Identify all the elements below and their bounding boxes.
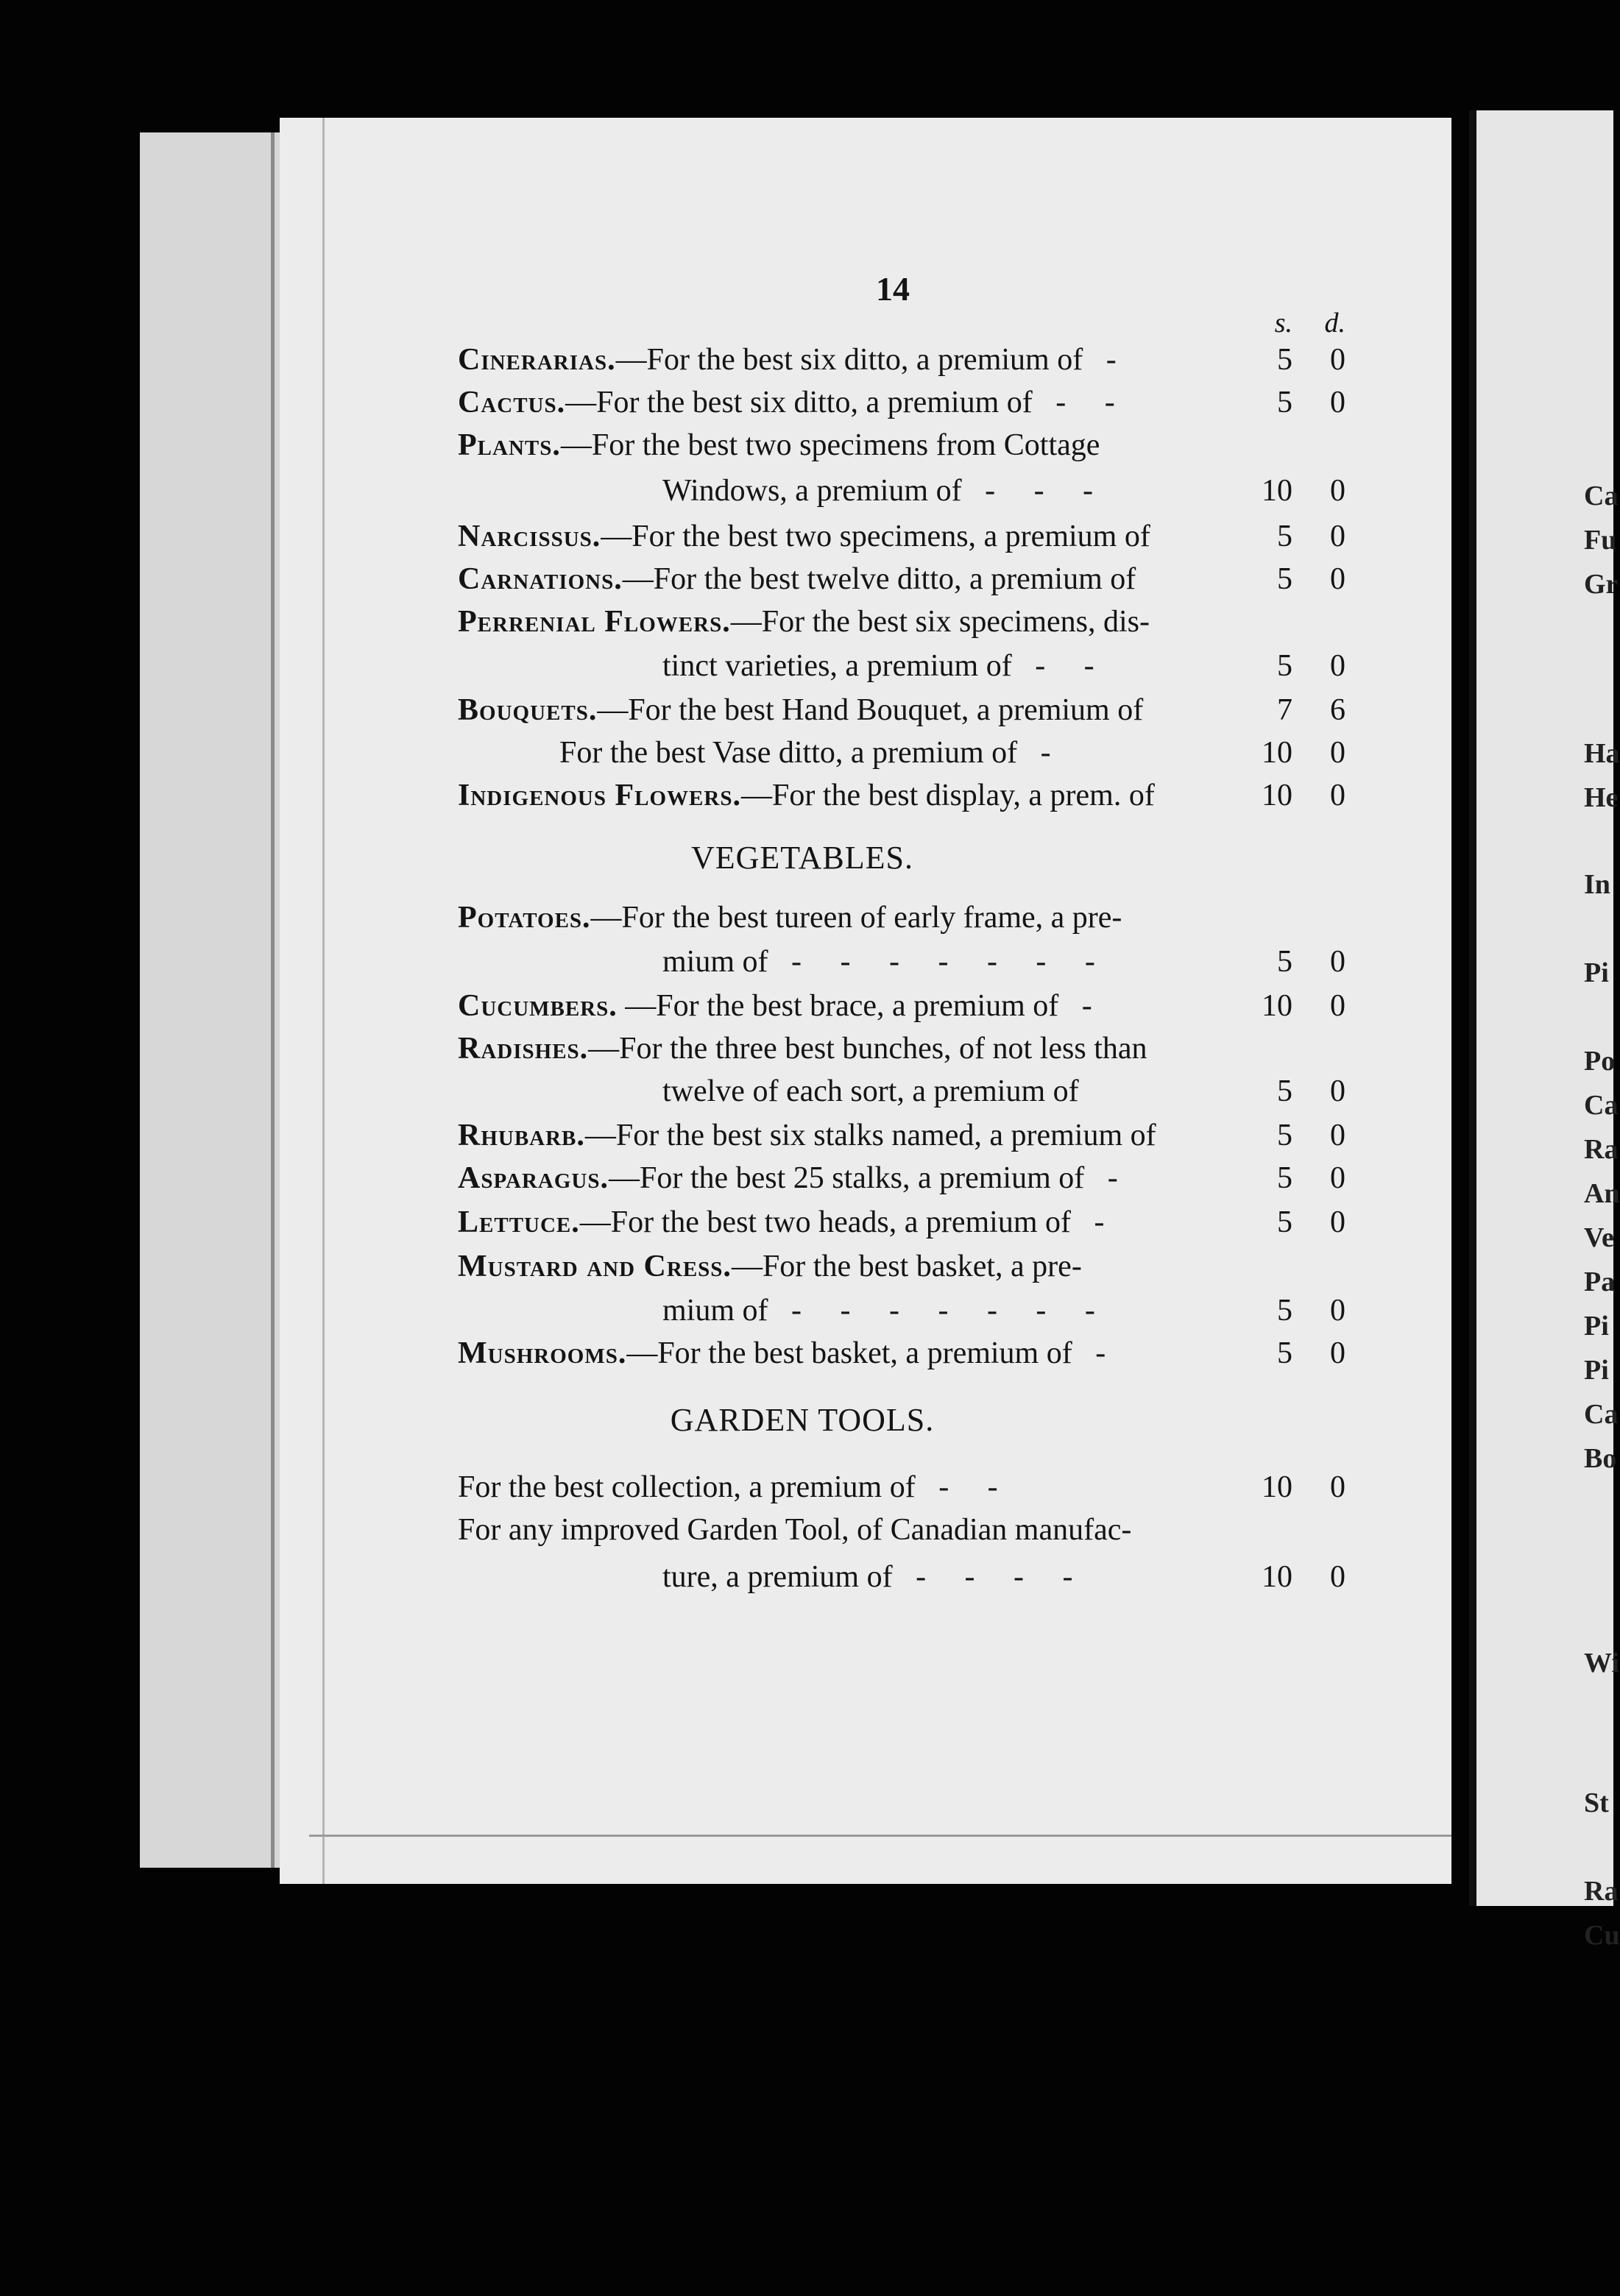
- column-header-shillings: s.: [1274, 308, 1292, 339]
- leader-dashes: -: [1070, 1205, 1105, 1239]
- entry-line: [458, 1338, 1106, 1369]
- entry-text: mium of: [662, 1294, 768, 1328]
- entry-line: [458, 1163, 1118, 1194]
- facing-page-word: Gr: [1584, 569, 1619, 600]
- entry-line: [458, 1514, 1131, 1545]
- entry-line: [458, 1251, 1082, 1282]
- leader-dashes: - - -: [961, 474, 1094, 508]
- entry-text: —For the best basket, a pre-: [731, 1250, 1082, 1283]
- entry-text: —For the three best bunches, of not less than: [588, 1032, 1147, 1066]
- leader-dashes: -: [1084, 1161, 1118, 1195]
- amount-pence: 0: [1330, 779, 1345, 812]
- facing-page-word: In: [1584, 869, 1610, 900]
- amount-pence: 0: [1330, 1336, 1345, 1370]
- amount-pence: 0: [1330, 989, 1345, 1023]
- entry-line: [458, 1472, 998, 1503]
- amount-shillings: 5: [1277, 1205, 1292, 1239]
- leader-dashes: - -: [915, 1470, 998, 1504]
- facing-page-word: Ra: [1584, 1876, 1619, 1907]
- entry-heading: Rhubarb.: [458, 1119, 585, 1152]
- entry-line: [458, 695, 1143, 726]
- entry-text: ture, a premium of: [662, 1560, 893, 1594]
- amount-pence: 0: [1330, 945, 1345, 979]
- entry-line: [458, 1207, 1104, 1238]
- amount-pence: 0: [1330, 1470, 1345, 1504]
- entry-text: —For the best two specimens from Cottage: [560, 428, 1100, 462]
- facing-page-word: Pi: [1584, 1311, 1609, 1342]
- leader-dashes: - -: [1032, 386, 1115, 419]
- entry-line: [662, 946, 1095, 977]
- entry-heading: Lettuce.: [458, 1205, 580, 1239]
- amount-shillings: 5: [1277, 1336, 1292, 1370]
- entry-heading: Perrenial Flowers.: [458, 605, 731, 639]
- entry-text: —For the best six ditto, a premium of: [565, 386, 1033, 419]
- gutter-shadow: [1469, 110, 1476, 1906]
- entry-heading: Cucumbers.: [458, 989, 618, 1023]
- entry-heading: Plants.: [458, 428, 561, 462]
- facing-page-word: Pi: [1584, 957, 1609, 988]
- entry-text: mium of: [662, 945, 768, 979]
- facing-page-edge: [1469, 110, 1616, 1906]
- entry-heading: Bouquets.: [458, 693, 598, 727]
- entry-line: [662, 1076, 1079, 1107]
- entry-line: [458, 344, 1117, 375]
- amount-shillings: 5: [1277, 649, 1292, 683]
- bottom-margin-rule: [309, 1835, 1451, 1837]
- facing-page-word: Ve: [1584, 1222, 1614, 1253]
- column-header-pence: d.: [1324, 308, 1345, 339]
- amount-pence: 0: [1330, 1205, 1345, 1239]
- facing-page-word: Po: [1584, 1046, 1616, 1077]
- facing-page-word: Wi: [1584, 1648, 1619, 1679]
- facing-page-word: He: [1584, 782, 1619, 813]
- amount-pence: 0: [1330, 474, 1345, 508]
- entry-text: —For the best display, a prem. of: [740, 779, 1155, 812]
- vegetables-heading: VEGETABLES.: [690, 840, 913, 876]
- amount-shillings: 5: [1277, 1119, 1292, 1152]
- entry-line: [662, 475, 1093, 506]
- amount-pence: 0: [1330, 649, 1345, 683]
- amount-shillings: 10: [1262, 779, 1292, 812]
- binding-fold: [271, 132, 275, 1868]
- amount-shillings: 5: [1277, 1074, 1292, 1108]
- entry-heading: Carnations.: [458, 562, 623, 596]
- facing-page-word: Ca: [1584, 1090, 1619, 1121]
- amount-shillings: 5: [1277, 945, 1292, 979]
- facing-page-word: Bo: [1584, 1443, 1617, 1474]
- amount-pence: 0: [1330, 1294, 1345, 1328]
- entry-line: [458, 1120, 1156, 1151]
- amount-shillings: 10: [1262, 736, 1292, 770]
- leader-dashes: -: [1072, 1336, 1106, 1370]
- entry-heading: Narcissus.: [458, 520, 601, 553]
- amount-pence: 0: [1330, 1074, 1345, 1108]
- entry-text: —For the best Hand Bouquet, a premium of: [597, 693, 1144, 727]
- entry-heading: Cactus.: [458, 386, 566, 419]
- facing-page-word: Ha: [1584, 738, 1620, 769]
- amount-pence: 0: [1330, 343, 1345, 377]
- entry-line: [662, 1295, 1095, 1326]
- amount-shillings: 5: [1277, 343, 1292, 377]
- amount-pence: 6: [1330, 693, 1345, 727]
- leader-dashes: -: [1083, 343, 1117, 377]
- entry-line: [458, 902, 1122, 933]
- facing-page-word: Pi: [1584, 1355, 1609, 1386]
- entry-line: [458, 606, 1150, 637]
- entry-heading: Cinerarias.: [458, 343, 616, 377]
- amount-shillings: 10: [1262, 474, 1292, 508]
- leader-dashes: -: [1058, 989, 1092, 1023]
- entry-text: —For the best 25 stalks, a premium of: [608, 1161, 1085, 1195]
- entry-text: twelve of each sort, a premium of: [662, 1074, 1079, 1108]
- entry-heading: Radishes.: [458, 1032, 589, 1066]
- amount-shillings: 5: [1277, 386, 1292, 419]
- facing-page-word: Fu: [1584, 525, 1617, 556]
- entry-text: For the best Vase ditto, a premium of: [559, 736, 1018, 770]
- amount-shillings: 10: [1262, 1560, 1292, 1594]
- facing-page-word: Pa: [1584, 1266, 1616, 1297]
- amount-shillings: 10: [1262, 1470, 1292, 1504]
- entry-text: For the best collection, a premium of: [458, 1470, 916, 1504]
- entry-line: [559, 737, 1051, 768]
- entry-line: [458, 1033, 1147, 1064]
- leader-dashes: -: [1017, 736, 1051, 770]
- entry-text: —For the best twelve ditto, a premium of: [622, 562, 1136, 596]
- amount-pence: 0: [1330, 736, 1345, 770]
- entry-text: —For the best six ditto, a premium of: [615, 343, 1083, 377]
- entry-line: [458, 991, 1092, 1021]
- entry-text: For any improved Garden Tool, of Canadian manufac-: [458, 1513, 1132, 1547]
- facing-page-word: Cu: [1584, 1920, 1620, 1951]
- entry-heading: Mushrooms.: [458, 1336, 627, 1370]
- leader-dashes: - - - - - - -: [768, 945, 1095, 979]
- entry-heading: Mustard and Cress.: [458, 1250, 732, 1283]
- entry-text: —For the best tureen of early frame, a pre-: [590, 901, 1122, 935]
- facing-page-word: Ra: [1584, 1134, 1619, 1165]
- facing-page-word: St: [1584, 1787, 1609, 1818]
- amount-pence: 0: [1330, 1119, 1345, 1152]
- entry-text: Windows, a premium of: [662, 474, 962, 508]
- entry-line: [458, 521, 1150, 552]
- entry-text: —For the best six specimens, dis-: [730, 605, 1150, 639]
- amount-pence: 0: [1330, 1161, 1345, 1195]
- entry-heading: Indigenous Flowers.: [458, 779, 741, 812]
- amount-pence: 0: [1330, 520, 1345, 553]
- amount-shillings: 5: [1277, 1294, 1292, 1328]
- amount-pence: 0: [1330, 386, 1345, 419]
- amount-shillings: 7: [1277, 693, 1292, 727]
- entry-text: —For the best two specimens, a premium of: [601, 520, 1150, 553]
- leader-dashes: - - - -: [892, 1560, 1073, 1594]
- entry-text: —For the best six stalks named, a premium of: [584, 1119, 1156, 1152]
- garden-tools-heading: GARDEN TOOLS.: [670, 1402, 935, 1438]
- entry-line: [458, 387, 1115, 418]
- page-number: 14: [876, 270, 910, 308]
- amount-shillings: 10: [1262, 989, 1292, 1023]
- facing-page-word: An: [1584, 1178, 1620, 1209]
- amount-shillings: 5: [1277, 520, 1292, 553]
- facing-page-word: Ca: [1584, 481, 1619, 511]
- entry-line: [458, 430, 1100, 461]
- entry-line: [458, 564, 1136, 595]
- leader-dashes: - - - - - - -: [768, 1294, 1095, 1328]
- amount-pence: 0: [1330, 1560, 1345, 1594]
- inner-margin-rule: [322, 118, 325, 1884]
- leader-dashes: - -: [1011, 649, 1094, 683]
- entry-line: [662, 1562, 1073, 1592]
- amount-shillings: 5: [1277, 562, 1292, 596]
- entry-text: —For the best brace, a premium of: [617, 989, 1059, 1023]
- entry-heading: Potatoes.: [458, 901, 591, 935]
- facing-page-word: Ca: [1584, 1399, 1619, 1430]
- amount-pence: 0: [1330, 562, 1345, 596]
- previous-page-edge: [140, 132, 280, 1868]
- entry-line: [458, 780, 1155, 811]
- amount-shillings: 5: [1277, 1161, 1292, 1195]
- entry-line: [662, 651, 1094, 681]
- entry-text: tinct varieties, a premium of: [662, 649, 1012, 683]
- entry-text: —For the best two heads, a premium of: [579, 1205, 1071, 1239]
- entry-text: —For the best basket, a premium of: [626, 1336, 1072, 1370]
- entry-heading: Asparagus.: [458, 1161, 609, 1195]
